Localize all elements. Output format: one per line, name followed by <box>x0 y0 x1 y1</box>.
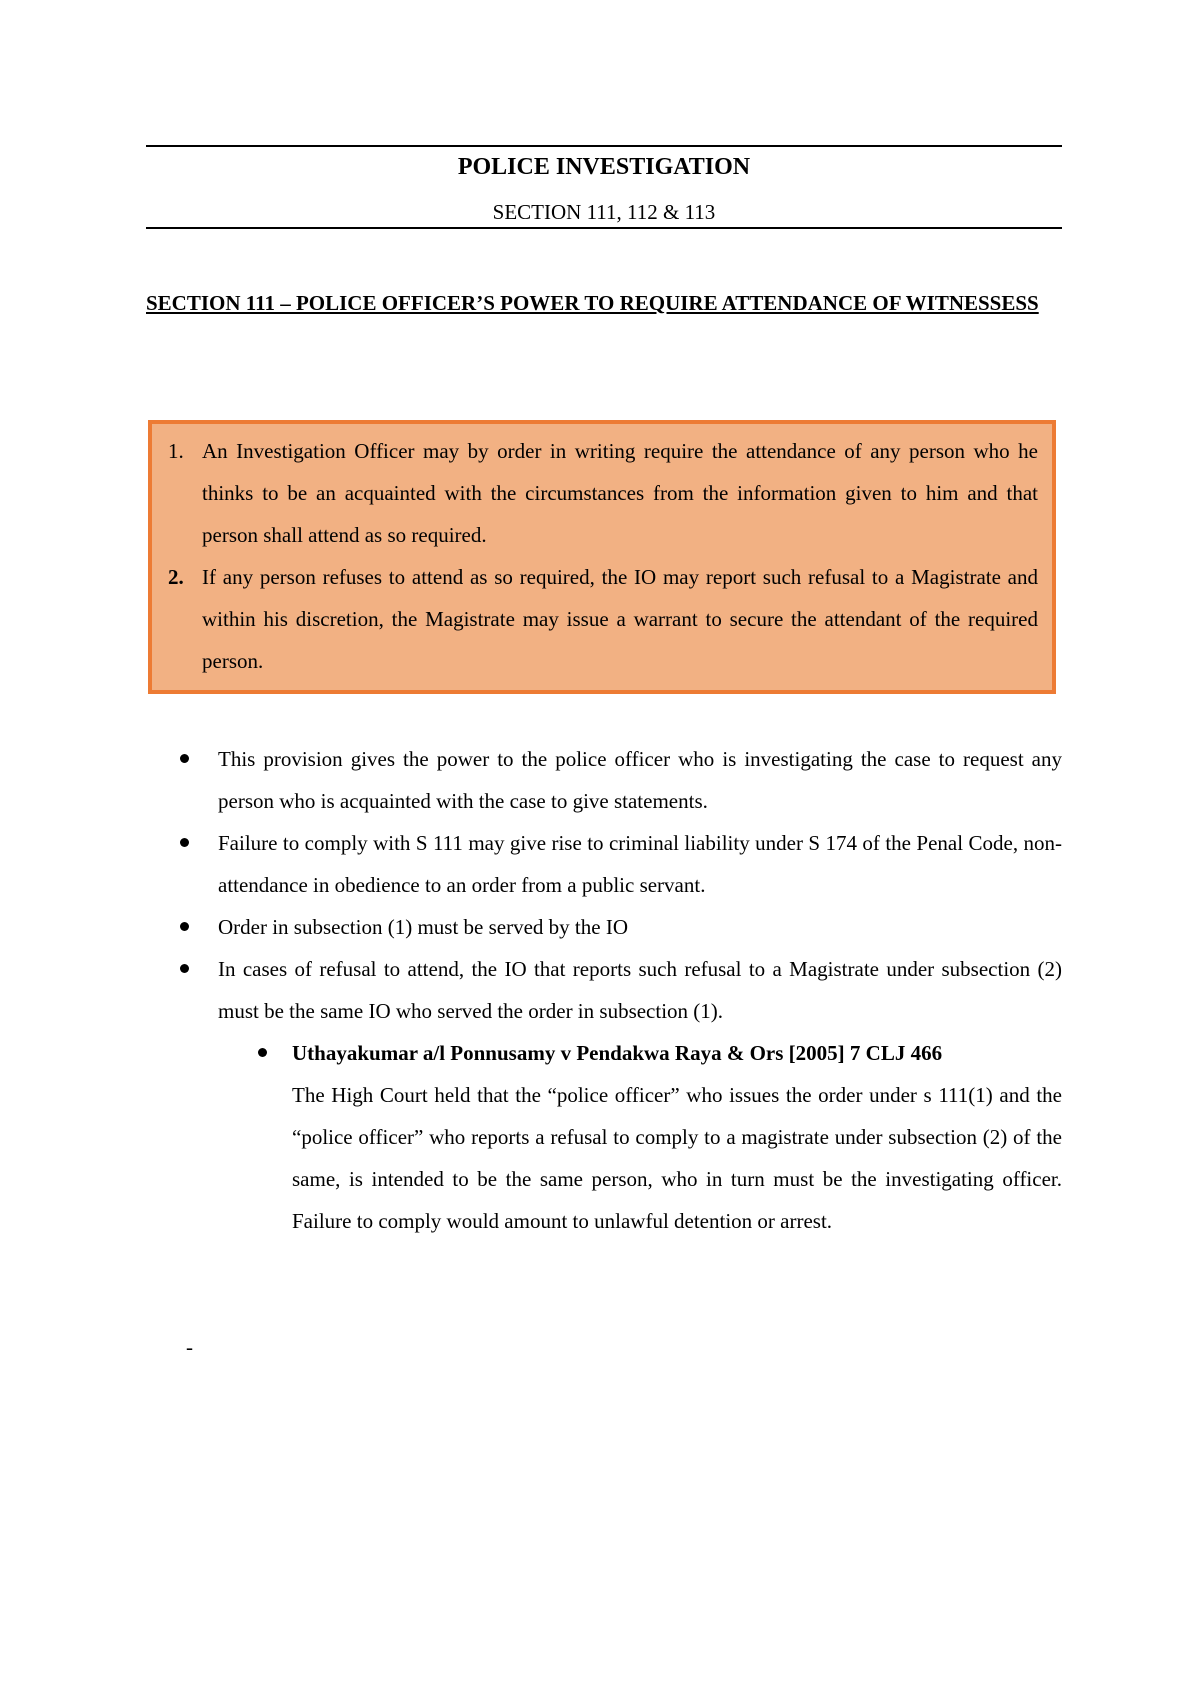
provision-box <box>148 420 1056 694</box>
list-item <box>218 948 1062 1032</box>
list-item <box>218 906 1062 948</box>
note-text: In cases of refusal to attend, the IO that reports such refusal to a Magistrate under subsection (2) must be the same IO who served the order in subsection (1). <box>218 957 1062 1023</box>
list-item <box>218 738 1062 822</box>
case-name: Uthayakumar a/l Ponnusamy v Pendakwa Raya & Ors [2005] 7 CLJ 466 <box>292 1041 943 1065</box>
provision-text: An Investigation Officer may by order in writing require the attendance of any person who he thinks to be an acquainted with the circumstances from the information given to him and that person shall attend as so required. <box>202 439 1038 547</box>
provision-number: 2. <box>168 565 184 589</box>
provision-item <box>168 556 1038 682</box>
provision-item <box>168 430 1038 556</box>
note-text: Failure to comply with S 111 may give rise to criminal liability under S 174 of the Penal Code, non-attendance in obedience to an order from a public servant. <box>218 831 1062 897</box>
bullet-icon <box>258 1048 267 1057</box>
bullet-icon <box>180 838 189 847</box>
bottom-rule <box>146 227 1062 229</box>
document-subtitle: SECTION 111, 112 & 113 <box>492 200 716 224</box>
document-title: POLICE INVESTIGATION <box>457 154 751 180</box>
top-rule <box>146 145 1062 147</box>
section-111-heading: SECTION 111 – POLICE OFFICER’S POWER TO REQUIRE ATTENDANCE OF WITNESSESS <box>146 291 1039 315</box>
list-item <box>218 822 1062 906</box>
bullet-icon <box>180 922 189 931</box>
case-item <box>292 1032 1062 1242</box>
note-text: This provision gives the power to the police officer who is investigating the case to request any person who is acquainted with the case to give statements. <box>218 747 1062 813</box>
bullet-icon <box>180 964 189 973</box>
note-text: Order in subsection (1) must be served by the IO <box>218 915 628 939</box>
provision-number: 1. <box>168 439 184 463</box>
provision-text: If any person refuses to attend as so required, the IO may report such refusal to a Magistrate and within his discretion, the Magistrate may issue a warrant to secure the attendant of the required person. <box>202 565 1038 673</box>
bullet-icon <box>180 754 189 763</box>
trailing-mark: - <box>186 1335 193 1359</box>
case-holding: The High Court held that the “police officer” who issues the order under s 111(1) and the “police officer” who reports a refusal to comply to a magistrate under subsection (2) of the same, is intended to be the same person, who in turn must be the investigating officer. Failure to comply would amount to unlawful detention or arrest. <box>292 1083 1062 1233</box>
